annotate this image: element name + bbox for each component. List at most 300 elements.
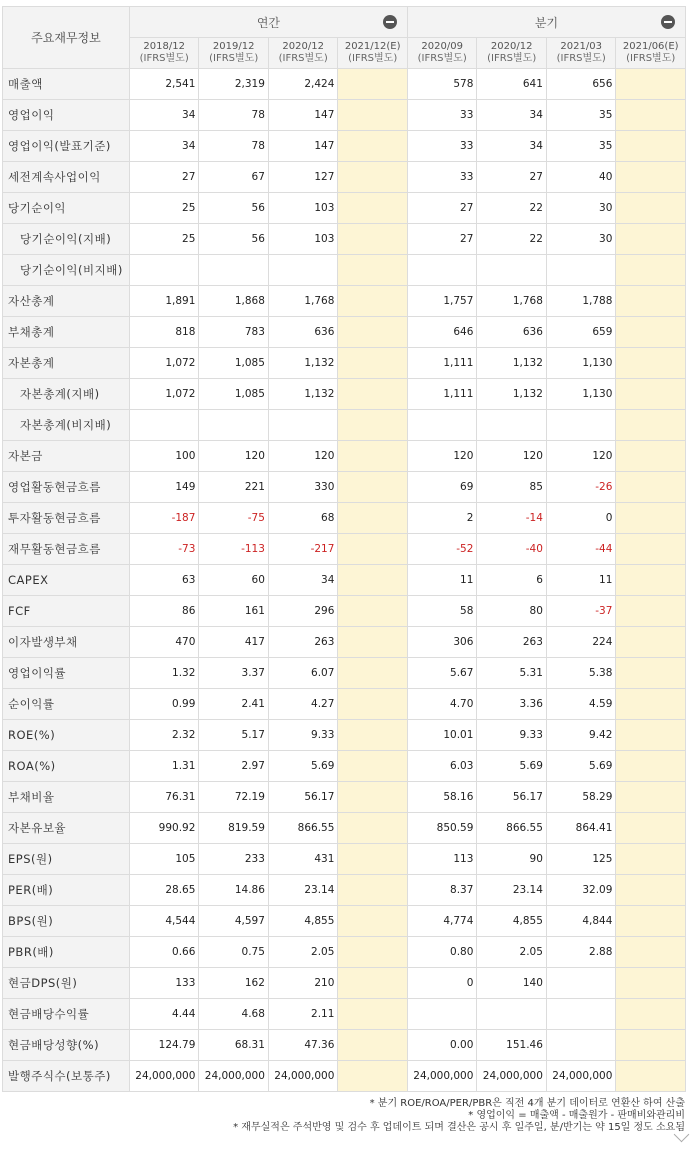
table-cell: 0	[546, 503, 616, 534]
table-cell	[616, 193, 686, 224]
table-cell: -73	[129, 534, 199, 565]
table-cell: 866.55	[477, 813, 547, 844]
table-cell: 124.79	[129, 1030, 199, 1061]
table-cell: 103	[268, 224, 338, 255]
table-cell	[616, 627, 686, 658]
row-label: 부채총계	[3, 317, 130, 348]
table-cell: 1.32	[129, 658, 199, 689]
table-cell: 47.36	[268, 1030, 338, 1061]
table-cell: 864.41	[546, 813, 616, 844]
table-cell	[338, 875, 408, 906]
table-cell: -40	[477, 534, 547, 565]
period-date: 2020/12	[490, 41, 533, 52]
table-cell: 11	[407, 565, 477, 596]
period-basis: (IFRS별도)	[417, 53, 467, 64]
period-basis: (IFRS별도)	[278, 53, 328, 64]
table-cell: 1,768	[268, 286, 338, 317]
table-cell	[338, 69, 408, 100]
table-cell: 120	[268, 441, 338, 472]
table-row	[3, 906, 686, 937]
table-row	[3, 813, 686, 844]
footnote-3: * 재무실적은 주석반영 및 검수 후 업데이트 되며 결산은 공시 후 일주일, 분/반기는 약 15일 정도 소요됨	[233, 1122, 685, 1133]
table-cell: 30	[546, 193, 616, 224]
row-label: ROA(%)	[3, 751, 130, 782]
table-cell	[338, 379, 408, 410]
table-cell: 4.27	[268, 689, 338, 720]
table-row	[3, 441, 686, 472]
table-cell	[338, 937, 408, 968]
row-label: BPS(원)	[3, 906, 130, 937]
quarter-collapse-minus-icon[interactable]	[661, 15, 675, 29]
row-label: 현금DPS(원)	[3, 968, 130, 999]
table-row	[3, 968, 686, 999]
table-cell: 147	[268, 131, 338, 162]
table-cell: 28.65	[129, 875, 199, 906]
table-cell: 58.29	[546, 782, 616, 813]
period-date: 2018/12	[143, 41, 185, 52]
table-cell: 2.32	[129, 720, 199, 751]
table-cell	[477, 999, 547, 1030]
table-cell: 1,072	[129, 379, 199, 410]
table-cell: 4,544	[129, 906, 199, 937]
table-cell: 470	[129, 627, 199, 658]
table-cell	[616, 720, 686, 751]
table-cell: 80	[477, 596, 547, 627]
table-cell: 24,000,000	[407, 1061, 477, 1092]
table-cell: 224	[546, 627, 616, 658]
table-cell: 4,855	[268, 906, 338, 937]
row-label: 세전계속사업이익	[3, 162, 130, 193]
annual-group-header	[129, 7, 407, 38]
table-cell: 23.14	[477, 875, 547, 906]
table-cell: 578	[407, 69, 477, 100]
table-cell	[338, 720, 408, 751]
table-cell: 32.09	[546, 875, 616, 906]
table-row	[3, 720, 686, 751]
row-label: 부채비율	[3, 782, 130, 813]
table-cell: 5.69	[546, 751, 616, 782]
table-cell	[407, 999, 477, 1030]
table-cell: 1,130	[546, 379, 616, 410]
table-cell: 1,130	[546, 348, 616, 379]
table-row	[3, 193, 686, 224]
table-cell: 2,424	[268, 69, 338, 100]
table-cell: 30	[546, 224, 616, 255]
row-label: 영업이익률	[3, 658, 130, 689]
table-row	[3, 627, 686, 658]
table-cell: 10.01	[407, 720, 477, 751]
table-cell	[616, 131, 686, 162]
row-label: 재무활동현금흐름	[3, 534, 130, 565]
row-label: 자본총계(지배)	[3, 379, 130, 410]
table-cell: 1,868	[199, 286, 269, 317]
footnotes	[2, 1098, 687, 1134]
table-cell	[616, 782, 686, 813]
annual-collapse-minus-icon[interactable]	[383, 15, 397, 29]
table-cell: 330	[268, 472, 338, 503]
row-label: 자본유보율	[3, 813, 130, 844]
corner-header: 주요재무정보	[3, 7, 130, 69]
table-cell: 296	[268, 596, 338, 627]
table-cell: 0.75	[199, 937, 269, 968]
table-cell: 151.46	[477, 1030, 547, 1061]
table-cell: 78	[199, 131, 269, 162]
period-date: 2020/09	[421, 41, 463, 52]
table-row	[3, 472, 686, 503]
table-cell	[338, 844, 408, 875]
table-cell: 4.70	[407, 689, 477, 720]
table-cell: 24,000,000	[199, 1061, 269, 1092]
table-cell	[338, 999, 408, 1030]
table-cell	[338, 1061, 408, 1092]
table-cell: -75	[199, 503, 269, 534]
annual-label: 연간	[256, 16, 281, 30]
row-label: CAPEX	[3, 565, 130, 596]
table-cell	[338, 224, 408, 255]
period-basis: (IFRS별도)	[348, 53, 398, 64]
table-cell: 1,132	[268, 379, 338, 410]
table-cell: 76.31	[129, 782, 199, 813]
period-basis: (IFRS별도)	[209, 53, 259, 64]
table-row	[3, 782, 686, 813]
table-cell: 221	[199, 472, 269, 503]
table-cell: 2	[407, 503, 477, 534]
table-cell: 125	[546, 844, 616, 875]
table-cell: 866.55	[268, 813, 338, 844]
table-cell: 1,085	[199, 348, 269, 379]
table-cell	[407, 410, 477, 441]
row-label: EPS(원)	[3, 844, 130, 875]
table-cell: 5.31	[477, 658, 547, 689]
table-cell	[616, 906, 686, 937]
table-cell: 1,132	[477, 379, 547, 410]
table-cell	[338, 255, 408, 286]
table-cell: 127	[268, 162, 338, 193]
table-cell: 1,788	[546, 286, 616, 317]
table-row	[3, 286, 686, 317]
table-cell: 56.17	[268, 782, 338, 813]
table-cell: 22	[477, 224, 547, 255]
table-cell: 14.86	[199, 875, 269, 906]
table-cell: 6.07	[268, 658, 338, 689]
table-row	[3, 100, 686, 131]
table-cell: 2.11	[268, 999, 338, 1030]
table-cell: 2.05	[477, 937, 547, 968]
period-header	[477, 38, 547, 69]
table-cell	[338, 565, 408, 596]
row-label: 당기순이익	[3, 193, 130, 224]
table-cell	[199, 410, 269, 441]
table-cell: 641	[477, 69, 547, 100]
row-label: 영업이익	[3, 100, 130, 131]
table-cell: 990.92	[129, 813, 199, 844]
table-cell: 0.00	[407, 1030, 477, 1061]
row-label: 이자발생부채	[3, 627, 130, 658]
table-cell: 0.99	[129, 689, 199, 720]
table-cell	[616, 844, 686, 875]
row-label: 당기순이익(비지배)	[3, 255, 130, 286]
table-cell: 105	[129, 844, 199, 875]
table-cell	[546, 255, 616, 286]
row-label: PER(배)	[3, 875, 130, 906]
table-cell: 24,000,000	[268, 1061, 338, 1092]
table-cell: 1,085	[199, 379, 269, 410]
table-cell: 23.14	[268, 875, 338, 906]
table-cell: 659	[546, 317, 616, 348]
table-cell: 149	[129, 472, 199, 503]
table-cell: 5.38	[546, 658, 616, 689]
period-basis: (IFRS별도)	[556, 53, 606, 64]
table-cell: -14	[477, 503, 547, 534]
table-cell: 120	[477, 441, 547, 472]
table-cell: 1,132	[268, 348, 338, 379]
footnote-1: * 분기 ROE/ROA/PER/PBR은 직전 4개 분기 데이터로 연환산 하여 산출	[369, 1098, 685, 1109]
table-cell	[616, 565, 686, 596]
table-cell	[616, 286, 686, 317]
table-cell: 63	[129, 565, 199, 596]
table-row	[3, 317, 686, 348]
table-cell	[616, 255, 686, 286]
table-cell: 33	[407, 100, 477, 131]
table-cell: 1,072	[129, 348, 199, 379]
table-cell: 818	[129, 317, 199, 348]
table-cell: 35	[546, 100, 616, 131]
table-cell: 306	[407, 627, 477, 658]
table-cell: 162	[199, 968, 269, 999]
table-cell: 56	[199, 224, 269, 255]
table-cell: 34	[477, 100, 547, 131]
table-cell	[616, 658, 686, 689]
table-cell: 85	[477, 472, 547, 503]
table-row	[3, 1061, 686, 1092]
table-row	[3, 689, 686, 720]
period-header	[199, 38, 269, 69]
table-cell: -113	[199, 534, 269, 565]
table-cell	[338, 472, 408, 503]
table-cell: 4,844	[546, 906, 616, 937]
table-cell: 90	[477, 844, 547, 875]
table-cell	[616, 534, 686, 565]
table-cell	[338, 193, 408, 224]
table-cell: 56	[199, 193, 269, 224]
table-row	[3, 69, 686, 100]
table-cell: 24,000,000	[546, 1061, 616, 1092]
table-cell: 25	[129, 224, 199, 255]
period-header	[338, 38, 408, 69]
row-label: 자본총계(비지배)	[3, 410, 130, 441]
table-cell: 3.37	[199, 658, 269, 689]
table-row	[3, 131, 686, 162]
period-header	[268, 38, 338, 69]
financial-summary-panel	[2, 6, 687, 1134]
period-date: 2020/12	[282, 41, 324, 52]
table-cell: 133	[129, 968, 199, 999]
row-label: 영업이익(발표기준)	[3, 131, 130, 162]
table-cell	[616, 472, 686, 503]
table-cell: 27	[407, 224, 477, 255]
table-cell: 4,597	[199, 906, 269, 937]
table-cell	[338, 131, 408, 162]
table-cell: 120	[546, 441, 616, 472]
table-cell	[546, 410, 616, 441]
table-cell	[616, 379, 686, 410]
table-cell: 33	[407, 131, 477, 162]
table-cell: 783	[199, 317, 269, 348]
table-cell: 2.41	[199, 689, 269, 720]
row-label: 발행주식수(보통주)	[3, 1061, 130, 1092]
table-cell: 210	[268, 968, 338, 999]
table-cell: 5.67	[407, 658, 477, 689]
table-cell: 68	[268, 503, 338, 534]
table-cell: 1,757	[407, 286, 477, 317]
table-cell	[338, 751, 408, 782]
table-cell: 1,891	[129, 286, 199, 317]
table-cell: 646	[407, 317, 477, 348]
table-cell: 8.37	[407, 875, 477, 906]
table-cell: 9.33	[268, 720, 338, 751]
table-cell: 819.59	[199, 813, 269, 844]
table-row	[3, 844, 686, 875]
table-cell	[338, 317, 408, 348]
table-cell: 11	[546, 565, 616, 596]
table-cell: 27	[129, 162, 199, 193]
table-cell: 263	[268, 627, 338, 658]
table-cell: 120	[199, 441, 269, 472]
table-cell: 103	[268, 193, 338, 224]
table-cell: 56.17	[477, 782, 547, 813]
table-cell: 656	[546, 69, 616, 100]
table-cell	[338, 410, 408, 441]
table-cell: 161	[199, 596, 269, 627]
table-cell	[546, 1030, 616, 1061]
table-cell: 120	[407, 441, 477, 472]
table-cell	[338, 689, 408, 720]
table-cell	[338, 1030, 408, 1061]
table-cell: 34	[129, 100, 199, 131]
table-cell: 140	[477, 968, 547, 999]
table-cell	[616, 348, 686, 379]
period-header	[546, 38, 616, 69]
table-cell: 4,774	[407, 906, 477, 937]
table-row	[3, 379, 686, 410]
table-row	[3, 596, 686, 627]
table-cell	[546, 999, 616, 1030]
table-row	[3, 751, 686, 782]
table-cell: 5.69	[268, 751, 338, 782]
table-cell: 5.17	[199, 720, 269, 751]
table-cell	[477, 255, 547, 286]
row-label: 당기순이익(지배)	[3, 224, 130, 255]
table-cell: 1.31	[129, 751, 199, 782]
table-cell	[338, 596, 408, 627]
table-cell	[338, 658, 408, 689]
period-date: 2019/12	[212, 41, 255, 52]
period-basis: (IFRS별도)	[139, 53, 189, 64]
table-cell: 2.97	[199, 751, 269, 782]
table-cell: 431	[268, 844, 338, 875]
table-cell	[616, 937, 686, 968]
quarter-label: 분기	[534, 16, 559, 30]
table-cell	[338, 627, 408, 658]
table-cell: 5.69	[477, 751, 547, 782]
table-cell	[616, 410, 686, 441]
table-cell: 78	[199, 100, 269, 131]
table-cell	[616, 503, 686, 534]
table-cell: 24,000,000	[477, 1061, 547, 1092]
table-row	[3, 1030, 686, 1061]
table-cell	[616, 968, 686, 999]
row-label: 매출액	[3, 69, 130, 100]
table-cell: -44	[546, 534, 616, 565]
table-cell	[616, 1030, 686, 1061]
table-cell	[616, 999, 686, 1030]
table-cell: 4,855	[477, 906, 547, 937]
table-cell	[268, 410, 338, 441]
table-cell: 27	[407, 193, 477, 224]
table-cell: 34	[477, 131, 547, 162]
table-cell: 100	[129, 441, 199, 472]
table-cell	[616, 162, 686, 193]
table-cell	[338, 813, 408, 844]
table-cell	[616, 875, 686, 906]
table-row	[3, 875, 686, 906]
table-cell	[477, 410, 547, 441]
table-cell: 113	[407, 844, 477, 875]
row-label: 순이익률	[3, 689, 130, 720]
row-label: 현금배당수익률	[3, 999, 130, 1030]
table-cell: 3.36	[477, 689, 547, 720]
table-cell: 636	[477, 317, 547, 348]
table-cell	[338, 906, 408, 937]
table-cell: 67	[199, 162, 269, 193]
table-cell: 34	[129, 131, 199, 162]
table-cell	[338, 441, 408, 472]
quarter-group-header	[407, 7, 685, 38]
row-label: 영업활동현금흐름	[3, 472, 130, 503]
table-cell: 1,111	[407, 348, 477, 379]
table-cell: 0	[407, 968, 477, 999]
table-cell: 24,000,000	[129, 1061, 199, 1092]
table-row	[3, 224, 686, 255]
row-label: 현금배당성향(%)	[3, 1030, 130, 1061]
row-label: 자본금	[3, 441, 130, 472]
table-cell	[616, 813, 686, 844]
table-cell	[268, 255, 338, 286]
table-cell: 850.59	[407, 813, 477, 844]
table-cell: 60	[199, 565, 269, 596]
table-row	[3, 348, 686, 379]
table-row	[3, 410, 686, 441]
table-cell: 58.16	[407, 782, 477, 813]
table-cell: 72.19	[199, 782, 269, 813]
table-cell	[338, 286, 408, 317]
period-basis: (IFRS별도)	[487, 53, 537, 64]
table-cell: 86	[129, 596, 199, 627]
table-cell	[616, 224, 686, 255]
table-cell	[129, 255, 199, 286]
table-cell: 58	[407, 596, 477, 627]
table-cell: 4.59	[546, 689, 616, 720]
table-row	[3, 162, 686, 193]
table-cell: 25	[129, 193, 199, 224]
table-cell	[338, 100, 408, 131]
table-cell	[338, 534, 408, 565]
table-cell: -52	[407, 534, 477, 565]
row-label: 투자활동현금흐름	[3, 503, 130, 534]
table-cell: 2,319	[199, 69, 269, 100]
table-cell	[616, 1061, 686, 1092]
footnote-2: * 영업이익 = 매출액 - 매출원가 - 판매비와관리비	[468, 1110, 685, 1121]
